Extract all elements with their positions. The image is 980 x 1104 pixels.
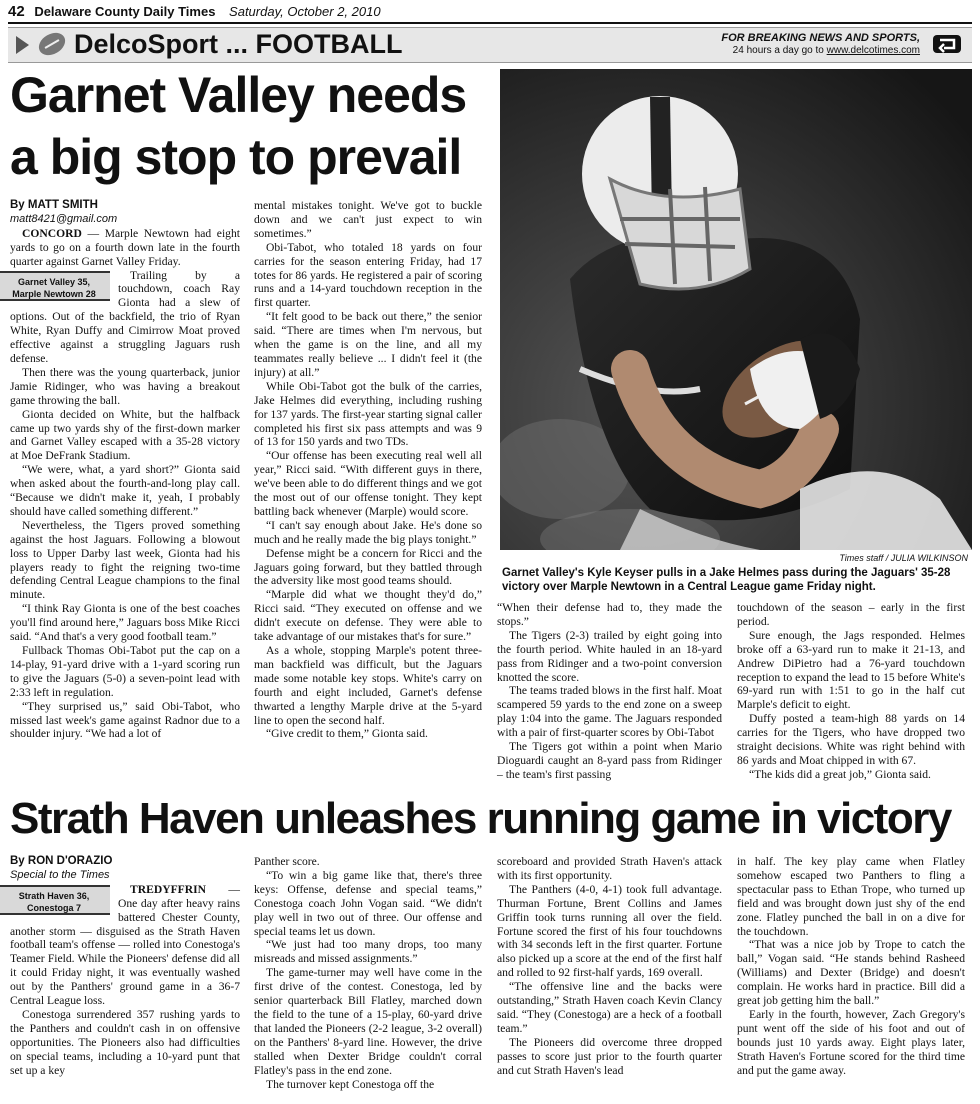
story2-headline: Strath Haven unleashes running game in victory — [10, 794, 951, 843]
story1-paragraph: Gionta decided on White, but the halfback came up two yards shy of the first-down marker and Garnet Valley escaped with a 35-28 victory at Moe DeFrank Stadium. — [10, 407, 240, 463]
story2-paragraph: “The offensive line and the backs were outstanding,” Strath Haven coach Kevin Clancy said. “They (Conestoga) are a heck of a football team.” — [497, 980, 722, 1035]
photo-credit: Times staff / JULIA WILKINSON — [839, 553, 968, 563]
story1-email: matt8421@gmail.com — [10, 212, 118, 225]
story1-paragraph: mental mistakes tonight. We've got to buckle down and we can't just expect to win sometimes.” — [254, 199, 482, 240]
story2-paragraph: The Panthers (4-0, 4-1) took full advantage. Thurman Fortune, Brent Collins and James Griffin took turns running all over the field. Fortune scored the first of his four touchdowns with 34 seconds left in the first quarter. Fortune also picked up a score at the end of the first half and rolled to 92 first-half yards, 169 overall. — [497, 882, 722, 980]
story1-paragraph: Sure enough, the Jags responded. Helmes broke off a 63-yard run to make it 21-13, and Andrew DiPietro had a 76-yard touchdown reception to expand the lead to 15 before White's 69-yard run with 1:51 to go in the half cut Marple's deficit to eight. — [737, 628, 965, 712]
story2-paragraph: “To win a big game like that, there's three keys: Offense, defense and special teams,” Conestoga coach John Vogan said. “We didn't play well in two out of three. Our offense and special teams let us down. — [254, 868, 482, 938]
story2-credit: Special to the Times — [10, 868, 110, 881]
score-box: Strath Haven 36, Conestoga 7 — [0, 885, 110, 915]
story1-column-1 — [10, 199, 240, 741]
story2-paragraph: Panther score. — [254, 855, 320, 868]
story2-paragraph: scoreboard and provided Strath Haven's attack with its first opportunity. — [497, 855, 722, 882]
paper-name: Delaware County Daily Times — [34, 4, 216, 19]
story1-column-3 — [497, 601, 722, 782]
story1-paragraph: The Tigers (2-3) trailed by eight going into the fourth period. White hauled in an 18-yard pass from Ridinger and a two-point conversion knotted the score. — [497, 628, 722, 684]
section-banner — [8, 27, 972, 63]
story1-paragraph: Garnet Valley 35, Marple Newtown 28 Trailing by a touchdown, coach Ray Gionta had a slew of options. Out of the backfield, the trio of Ryan White, Ryan Duffy and Cimirrow Moat proved effective against a struggling Jaguars rush defense. — [10, 269, 240, 366]
photo-caption: Garnet Valley's Kyle Keyser pulls in a Jake Helmes pass during the Jaguars' 35-28 victory over Marple Newtown in a Central League game Friday night. — [502, 567, 951, 593]
issue-date: Saturday, October 2, 2010 — [229, 4, 381, 19]
score-box: Garnet Valley 35, Marple Newtown 28 — [0, 271, 110, 301]
story1-paragraph: Fullback Thomas Obi-Tabot put the cap on a 14-play, 91-yard drive with a 1-yard scoring run to give the Jaguars (5-0) a seven-point lead with 2:33 left in regulation. — [10, 644, 240, 699]
story1-paragraph: CONCORD — Marple Newtown had eight yards to go on a fourth down late in the fourth quarter against Garnet Valley Friday. — [10, 226, 240, 268]
story2-paragraph: in half. The key play came when Flatley somehow escaped two Panthers to fling a spectacular pass to Ethan Trope, who turned up field and was brought down just shy of the end zone. Flatley punched the ball in on a dive for the touchdown. — [737, 855, 965, 938]
story1-paragraph: “It felt good to be back out there,” the senior said. “There are times when I'm nervous, but when the game is on the line, and all my teammates really believe ... I didn't feel it (the injury) at all.” — [254, 310, 482, 379]
website-link[interactable]: www.delcotimes.com — [826, 45, 920, 56]
story2-paragraph: The turnover kept Conestoga off the — [266, 1077, 435, 1091]
story1-paragraph: “They surprised us,” said Obi-Tabot, who missed last week's game against Radnor due to a shoulder injury. “We had a lot of — [10, 699, 240, 741]
story2-paragraph: TREDYFFRIN Strath Haven 36, Conestoga 7 — One day after heavy rains battered Chester County, another storm — disguised as the Strath Haven football team's offense — rolled into Conestoga's Teamer Field. While the Pioneers' defense did all it could Friday night, it was eventually washed out by the Panthers' ground game in a 36-7 Central League loss. — [10, 883, 240, 1008]
story1-byline: By MATT SMITH — [10, 199, 98, 211]
story2-paragraph: The game-turner may well have come in the first drive of the contest. Conestoga, led by senior quarterback Bill Flatley, marched down the field to the tune of a 15-play, 60-yard drive that landed the Pioneers (2-2 league, 3-2 overall) on the Panthers' 8-yard line. However, the drive stalled when Dexter Bridge couldn't corral Flatley's pass in the end zone. — [254, 966, 482, 1077]
story2-byline: By RON D'ORAZIO — [10, 855, 113, 867]
story1-paragraph: “I think Ray Gionta is one of the best coaches you'll find around here,” Jaguars boss Mike Ricci said. “And that's a very good football team.” — [10, 602, 240, 644]
story1-paragraph: The teams traded blows in the first half. Moat scampered 59 yards to the end zone on a sweep play 1:04 into the game. The Jaguars responded with a pair of first-quarter scores by Obi-Tabot — [497, 684, 722, 740]
story2-column-1 — [10, 855, 240, 1078]
story2-paragraph: “We just had too many drops, too many misreads and missed assignments.” — [254, 938, 482, 966]
breaking-news-text: 24 hours a day go to — [732, 45, 827, 56]
mouse-cursor-icon — [932, 34, 962, 54]
story2-column-3 — [497, 855, 722, 1078]
story2-column-2 — [254, 855, 482, 1091]
dateline: TREDYFFRIN — [130, 882, 207, 896]
football-player-photo — [500, 69, 972, 550]
header-rule — [8, 22, 972, 24]
arrow-icon — [16, 36, 29, 54]
story1-paragraph: “When their defense had to, they made the stops.” — [497, 601, 722, 628]
football-icon — [35, 28, 69, 59]
story1-paragraph: “We were, what, a yard short?” Gionta said when asked about the fourth-and-long play call. “Because we didn't make it, yeah, I probably should have called something different.” — [10, 463, 240, 518]
story1-paragraph: Obi-Tabot, who totaled 18 yards on four carries for the season entering Friday, had 17 totes for 86 yards. He registered a pair of scoring runs and a 14-yard touchdown reception in the first quarter. — [254, 240, 482, 310]
story1-paragraph: The Tigers got within a point when Mario Dioguardi caught an 8-yard pass from Ridinger – the team's first passing — [497, 740, 722, 781]
section-title: DelcoSport ... FOOTBALL — [74, 29, 403, 59]
story1-paragraph: While Obi-Tabot got the bulk of the carries, Jake Helmes did everything, including rushing for 137 yards. The first-year starting signal caller completed his first six pass attempts and was 9 of 13 for 150 yards and two TDs. — [254, 379, 482, 449]
story1-headline: Garnet Valley needs a big stop to prevail — [10, 67, 467, 185]
story1-paragraph: “The kids did a great job,” Gionta said. — [749, 767, 931, 781]
page-number: 42 — [8, 3, 25, 20]
story2-paragraph: “That was a nice job by Trope to catch the ball,” Vogan said. “He stands behind Rasheed (Williams) and Dexter (Bridge) and doesn't complain. He works hard in practice. Bill did a great job getting him the ball.” — [737, 938, 965, 1008]
story2-paragraph: Conestoga surrendered 357 rushing yards to the Panthers and couldn't cash in on offensive opportunities. The Pioneers also had difficulties on special teams, including a 10-yard punt that set up a key — [10, 1007, 240, 1077]
story2-paragraph: Early in the fourth, however, Zach Gregory's punt went off the side of his foot and out of bounds just 10 yards away. Eight plays later, Strath Haven's Fortune scored for the third time and put the game away. — [737, 1007, 965, 1077]
story1-paragraph: “Marple did what we thought they'd do,” Ricci said. “They executed on offense and we didn't execute on defense. They were able to take advantage of our mistakes that's for sure.” — [254, 588, 482, 644]
dateline: CONCORD — [22, 226, 82, 240]
story1-paragraph: touchdown of the season – early in the first period. — [737, 601, 965, 628]
story1-paragraph: Duffy posted a team-high 88 yards on 14 carries for the Tigers, who have dropped two straight decisions. White was right behind with 86 yards and Moat chipped in with 67. — [737, 712, 965, 767]
story2-column-4 — [737, 855, 965, 1078]
breaking-news-label: FOR BREAKING NEWS AND SPORTS, — [721, 32, 920, 44]
story1-paragraph: “Our offense has been executing real well all year,” Ricci said. “With different guys in there, we've been able to do different things and we got the most out of our offense tonight. They kept battling back whenever (Marple) would score. — [254, 449, 482, 518]
story1-column-2 — [254, 199, 482, 741]
story1-paragraph: Then there was the young quarterback, junior Jamie Ridinger, who was having a breakout game throwing the ball. — [10, 365, 240, 407]
story1-paragraph: “Give credit to them,” Gionta said. — [266, 727, 428, 741]
story1-paragraph: Nevertheless, the Tigers proved something against the host Jaguars. Following a blowout loss to Upper Darby last week, Gionta had his players ready to fight the reigning two-time defending Central League champions to the final minute. — [10, 518, 240, 602]
story2-paragraph: The Pioneers did overcome three dropped passes to score just prior to the fourth quarter and cut Strath Haven's lead — [497, 1035, 722, 1077]
story1-paragraph: As a whole, stopping Marple's potent three-man backfield was difficult, but the Jaguars made some notable key stops. White's carry on fourth and eight included, Garnet's defense thwarted a lengthy Marple drive at the 5-yard line to open the second half. — [254, 644, 482, 727]
story1-paragraph: Defense might be a concern for Ricci and the Jaguars going forward, but they battled through the adversity like most good teams should. — [254, 546, 482, 588]
story1-column-4 — [737, 601, 965, 782]
page-header — [8, 3, 970, 21]
story1-paragraph: “I can't say enough about Jake. He's done so much and he really made the big plays tonight.” — [254, 518, 482, 546]
breaking-news-line — [733, 45, 920, 56]
